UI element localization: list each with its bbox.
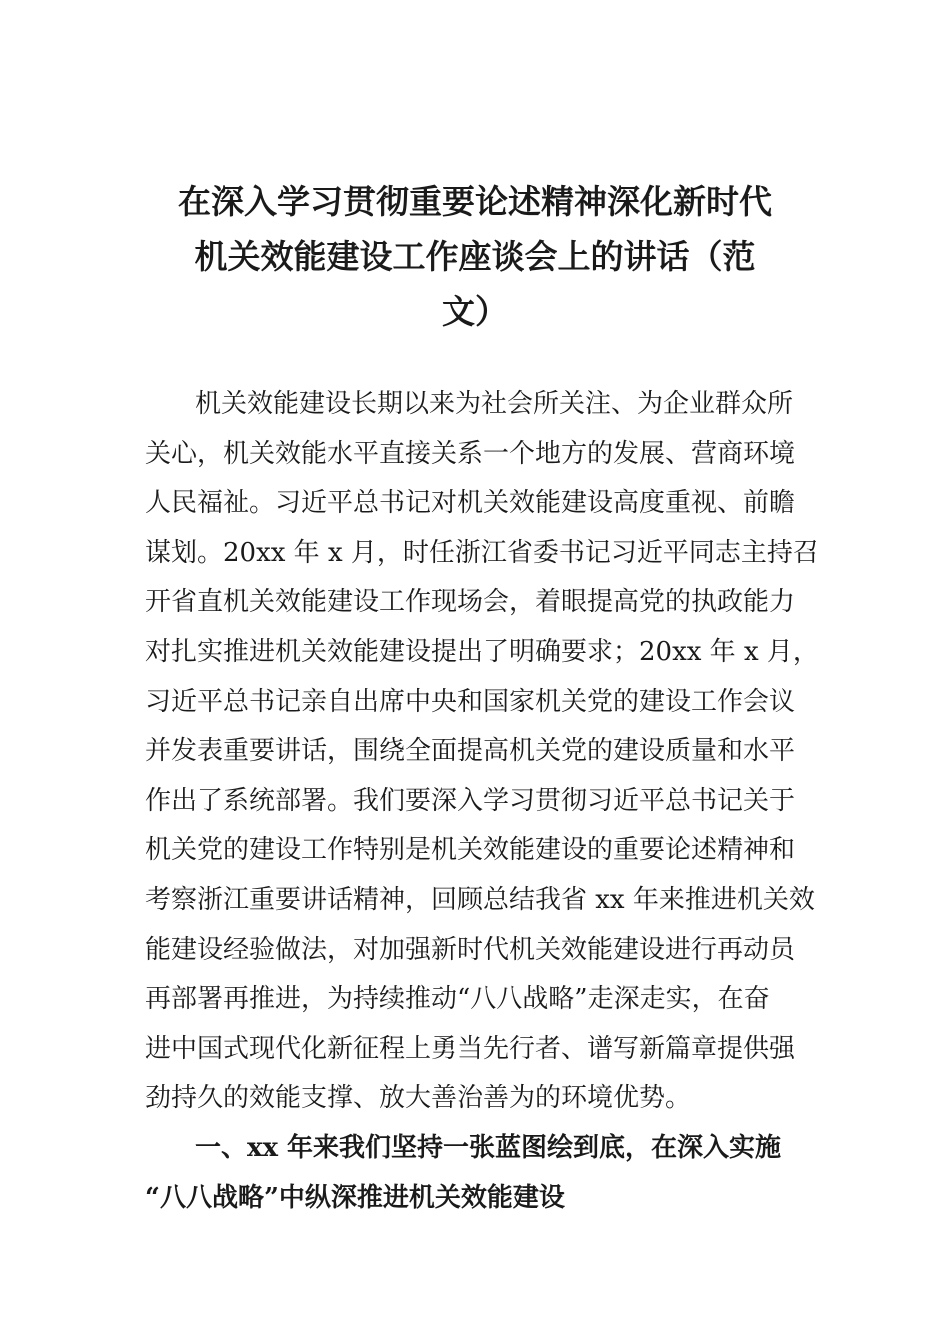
paragraph-line: 进中国式现代化新征程上勇当先行者、谱写新篇章提供强: [145, 1033, 796, 1064]
paragraph-line: 开省直机关效能建设工作现场会，着眼提高党的执政能力: [145, 587, 796, 618]
paragraph-line: 机关党的建设工作特别是机关效能建设的重要论述精神和: [145, 835, 796, 866]
document-body: [145, 380, 819, 1223]
paragraph-line: 能建设经验做法，对加强新时代机关效能建设进行再动员: [145, 934, 796, 965]
paragraph-line: 再部署再推进，为持续推动“八八战略”走深走实，在奋: [145, 984, 770, 1015]
title-line: 机关效能建设工作座谈会上的讲话（范: [194, 237, 756, 276]
paragraph-line: 谋划。20xx 年 x 月，时任浙江省委书记习近平同志主持召: [145, 537, 819, 568]
paragraph-line: 并发表重要讲话，围绕全面提高机关党的建设质量和水平: [145, 736, 796, 767]
title-line: 在深入学习贯彻重要论述精神深化新时代: [178, 182, 772, 221]
paragraph-line: 人民福祉。习近平总书记对机关效能建设高度重视、前瞻: [145, 488, 796, 519]
paragraph-line: 考察浙江重要讲话精神，回顾总结我省 xx 年来推进机关效: [145, 884, 815, 915]
heading-line: “八八战略”中纵深推进机关效能建设: [145, 1182, 565, 1213]
paragraph-line: 关心，机关效能水平直接关系一个地方的发展、营商环境: [145, 438, 796, 469]
section-heading-1: [145, 1124, 813, 1223]
heading-line: 一、xx 年来我们坚持一张蓝图绘到底，在深入实施: [195, 1132, 782, 1163]
paragraph-line: 习近平总书记亲自出席中央和国家机关党的建设工作会议: [145, 686, 796, 717]
paragraph-line: 机关效能建设长期以来为社会所关注、为企业群众所: [195, 389, 794, 419]
paragraph-line: 作出了系统部署。我们要深入学习贯彻习近平总书记关于: [145, 785, 796, 816]
paragraph-intro: [145, 380, 819, 1124]
document-title: [120, 174, 830, 339]
title-line: 文）: [442, 292, 508, 331]
paragraph-line: 对扎实推进机关效能建设提出了明确要求；20xx 年 x 月，: [145, 636, 819, 667]
paragraph-line: 劲持久的效能支撑、放大善治善为的环境优势。: [145, 1083, 692, 1114]
